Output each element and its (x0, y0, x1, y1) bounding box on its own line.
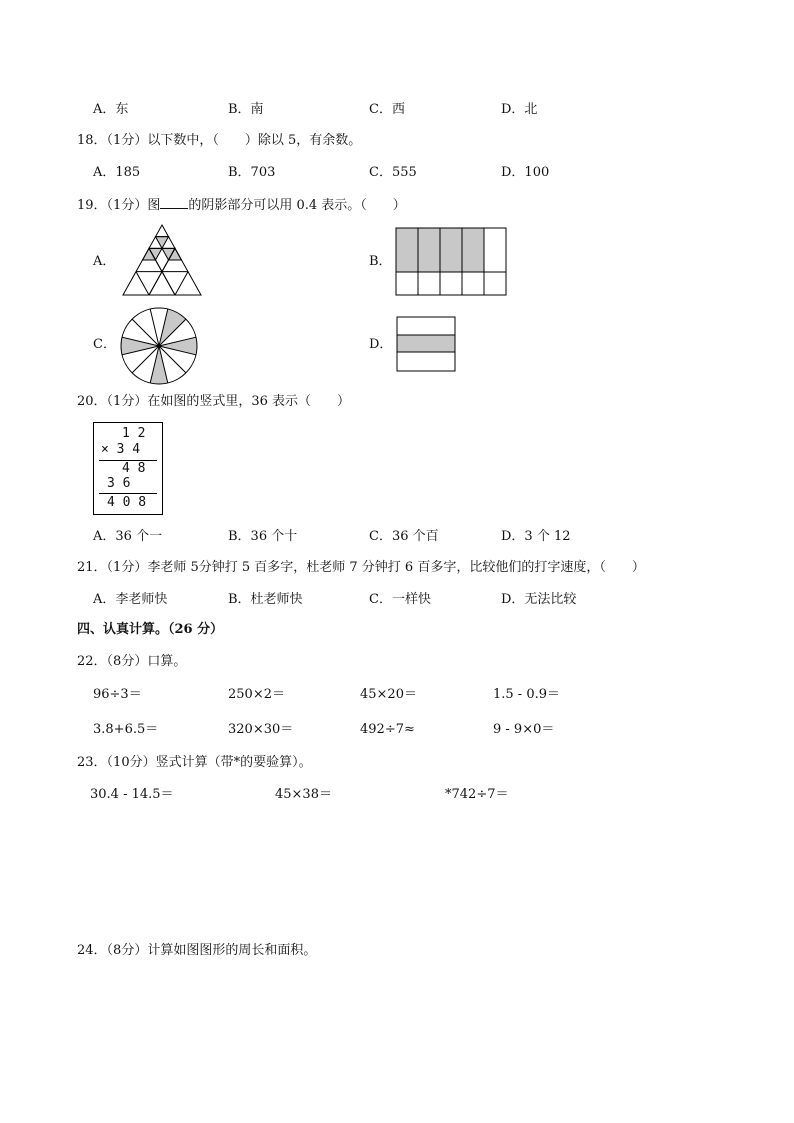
q22-r1-c3: 45×20＝ (360, 687, 417, 702)
q17-option-a: A．东 (93, 102, 129, 117)
q21-option-c: C．一样快 (369, 592, 431, 607)
q22-r1-c2: 250×2＝ (228, 687, 285, 702)
q18-option-c: C．555 (369, 165, 417, 180)
q20-row4: 3 6 (107, 476, 131, 491)
shade-band (397, 335, 455, 352)
q19-stem-tail: 的阴影部分可以用 0.4 表示。（ ） (188, 198, 406, 213)
q24-stem: 24．（8分）计算如图图形的周长和面积。 (77, 943, 317, 958)
q21-option-b: B．杜老师快 (228, 592, 303, 607)
q23-item-3: *742÷7＝ (445, 787, 509, 802)
q20-option-d: D．3 个 12 (501, 529, 571, 544)
q22-r1-c4: 1.5 - 0.9＝ (493, 687, 561, 702)
q22-stem: 22．（8分）口算。 (77, 654, 187, 669)
q20-row2: × 3 4 (101, 442, 141, 457)
q19-figure-c-circle (119, 306, 199, 386)
q22-r2-c2: 320×30＝ (228, 722, 294, 737)
q22-r1-c1: 96÷3＝ (93, 687, 142, 702)
q19-figure-d-bars (396, 316, 457, 373)
q21-stem: 21．（1分）李老师 5分钟打 5 百多字，杜老师 7 分钟打 6 百多字，比较他们的打字速度，（ ） (77, 560, 645, 575)
q20-row5: 4 0 8 (107, 495, 147, 510)
q19-label-d: D． (369, 337, 393, 352)
q17-option-d: D．北 (501, 102, 538, 117)
q20-row1: 1 2 (122, 426, 146, 441)
q19-blank (160, 196, 188, 209)
outer-triangle (123, 225, 201, 295)
q22-r2-c1: 3.8+6.5＝ (93, 722, 159, 737)
q20-line2 (99, 493, 157, 494)
q18-stem: 18．（1分）以下数中，（ ）除以 5，有余数。 (77, 133, 362, 148)
q19-label-a: A． (93, 254, 116, 269)
shade-col-1 (396, 228, 418, 272)
q19-stem (77, 196, 406, 214)
shade-col-2 (418, 228, 440, 272)
q23-stem: 23．（10分）竖式计算（带*的要验算）。 (77, 755, 312, 770)
q17-option-b: B．南 (228, 102, 264, 117)
q19-stem-head: 19．（1分）图 (77, 198, 161, 213)
q23-item-2: 45×38＝ (275, 787, 332, 802)
shade-tri-1 (156, 237, 169, 249)
q20-option-b: B．36 个十 (228, 529, 298, 544)
q20-stem: 20．（1分）在如图的竖式里，36 表示（ ） (77, 394, 350, 409)
q21-option-d: D．无法比较 (501, 592, 577, 607)
q18-option-d: D．100 (501, 165, 550, 180)
q20-option-a: A．36 个一 (93, 529, 163, 544)
q18-option-b: B．703 (228, 165, 276, 180)
q19-figure-a-triangle (121, 223, 203, 298)
q20-row3: 4 8 (122, 461, 146, 476)
shade-col-3 (440, 228, 462, 272)
q17-option-c: C．西 (369, 102, 405, 117)
q18-option-a: A．185 (93, 165, 141, 180)
q19-label-c: C． (93, 337, 116, 352)
q22-r2-c3: 492÷7≈ (360, 722, 415, 737)
section-4-title: 四、认真计算。（26 分） (77, 622, 224, 637)
q23-item-1: 30.4 - 14.5＝ (90, 787, 174, 802)
q21-option-a: A．李老师快 (93, 592, 168, 607)
shade-col-4 (462, 228, 484, 272)
q20-option-c: C．36 个百 (369, 529, 439, 544)
q19-label-b: B． (369, 254, 392, 269)
q19-figure-b-grid (395, 227, 507, 297)
q20-vertical-box (93, 422, 163, 515)
q22-r2-c4: 9 - 9×0＝ (493, 722, 555, 737)
